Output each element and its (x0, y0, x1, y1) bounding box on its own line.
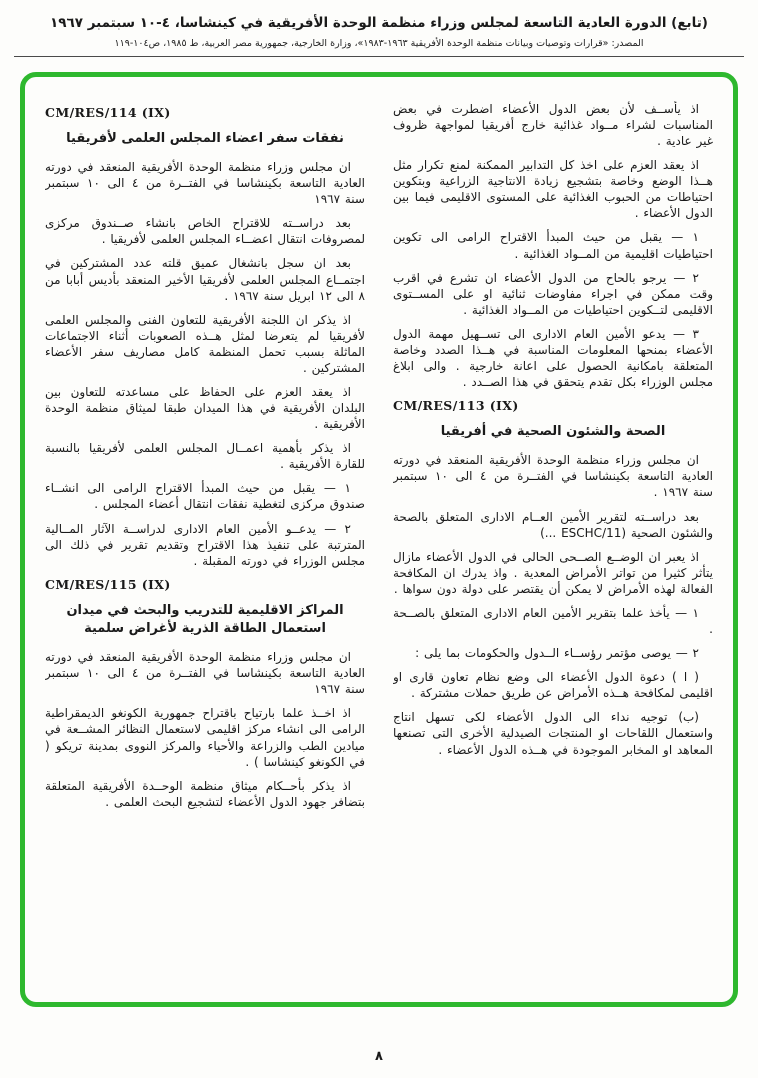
right-col-para-3: ١ — يقبل من حيث المبدأ الاقتراح الرامى الى تكوين احتياطيات اقليمية من المــواد الغذائية . (393, 230, 713, 261)
left-col-title-12: المراكز الاقليمية للتدريب والبحث في ميدان استعمال الطاقة الذرية لأغراض سلمية (66, 602, 344, 636)
right-col-para-13: ( ا ) دعوة الدول الأعضاء الى وضع نظام تعاون قارى او اقليمى لمكافحة هــذه الأمراض عن طريق حملات مشتركة . (393, 670, 713, 701)
left-col-para-6: اذ يذكر ان اللجنة الأفريقية للتعاون الفنى والمجلس العلمى لأفريقيا لم يتعرضا لمثل هــذه الصعوبات أثناء الاجتماعات الماثلة بسبب تحمل المنظمة كامل مصاريف سفر الأعضاء المشتركين . (45, 312, 365, 375)
left-col-para-10: ٢ — يدعــو الأمين العام الادارى لدراســة الآثار المــالية المترتبة على تنفيذ هذا الاقتراح وتقديم تقرير في ذلك الى مجلس الوزراء في دورته المقبلة . (45, 521, 365, 568)
left-col-code-11: CM/RES/115 (IX) (45, 576, 171, 592)
left-col-para-4: بعد دراســته للاقتراح الخاص بانشاء صــندوق مركزى لمصروفات انتقال اعضــاء المجلس العلمى لأفريقيا . (45, 216, 365, 247)
right-col-title-7: الصحة والشئون الصحية في أفريقيا (440, 424, 666, 440)
content-frame (20, 72, 738, 1007)
left-col-para-8: اذ يذكر بأهمية اعمــال المجلس العلمى لأفريقيا بالنسبة للقارة الأفريقية . (45, 441, 365, 472)
right-column (393, 101, 713, 988)
right-col-para-14: (ب) توجيه نداء الى الدول الأعضاء لكى تسهل انتاج واستعمال اللقاحات او المنتجات الصيدلية الأخرى التى تصنعها المعاهد او المخابر الموجودة في هــذه الدول الأعضاء . (393, 710, 713, 757)
left-col-para-7: اذ يعقد العزم على الحفاظ على مساعدته للتعاون بين البلدان الأفريقية في هذا الميدان طبقا لميثاق منظمة الوحدة الأفريقية . (45, 385, 365, 432)
left-col-para-15: اذ يذكر بأحــكام ميثاق منظمة الوحــدة الأفريقية المتعلقة بتضافر جهود الدول الأعضاء لتشجيع البحث العلمى . (45, 778, 365, 809)
right-col-para-4: ٢ — يرجو بالحاح من الدول الأعضاء ان تشرع في اقرب وقت ممكن في اجراء مفاوضات ثنائية او على المســتوى الاقليمى لتــكوين احتياطيات من المــواد الغذائية . (393, 270, 713, 317)
right-col-para-8: ان مجلس وزراء منظمة الوحدة الأفريقية المنعقد في دورته العادية التاسعة بكينشاسا في الفتــرة من ٤ الى ١٠ سبتمبر سنة ١٩٦٧ . (393, 453, 713, 500)
left-col-para-9: ١ — يقبل من حيث المبدأ الاقتراح الرامى الى انشــاء صندوق مركزى لتغطية نفقات انتقال أعضاء المجلس . (45, 481, 365, 512)
left-col-code-1: CM/RES/114 (IX) (45, 104, 171, 120)
page-number: ٨ (375, 1049, 383, 1064)
columns (45, 101, 713, 988)
right-col-para-9: بعد دراســته لتقرير الأمين العــام الادارى المتعلق بالصحة والشئون الصحية (ESCHC/11 ...) (393, 509, 713, 540)
right-col-para-12: ٢ — يوصى مؤتمر رؤســاء الــدول والحكومات بما يلى : (415, 646, 699, 661)
left-col-para-5: بعد ان سجل بانشغال عميق قلته عدد المشتركين في اجتمــاع المجلس العلمى لأفريقيا الأخير المنعقد بأديس أبابا من ٨ الى ١٢ ابريل سنة ١٩٦٧ . (45, 256, 365, 303)
right-col-para-5: ٣ — يدعو الأمين العام الادارى الى تســهيل مهمة الدول الأعضاء بمنحها المعلومات المناسبة في هــذا الصدد وخاصة المتعلقة بامكانية الحصول على اعانة خارجية . والى ابلاغ مجلس الوزراء بكل تقدم يتحقق في هذا الصــدد . (393, 326, 713, 390)
right-col-para-1: اذ يأســف لأن بعض الدول الأعضاء اضطرت في بعض المناسبات لشراء مــواد غذائية خارج أفريقيا لمواجهة ظروف غير عادية . (393, 101, 713, 149)
page-header (14, 0, 744, 57)
right-col-code-6: CM/RES/113 (IX) (393, 398, 519, 414)
left-col-para-3: ان مجلس وزراء منظمة الوحدة الأفريقية المنعقد في دورته العادية التاسعة بكينشاسا في الفتــرة من ٤ الى ١٠ سبتمبر سنة ١٩٦٧ (45, 160, 365, 207)
right-col-para-2: اذ يعقد العزم على اخذ كل التدابير الممكنة لمنع تكرار مثل هــذا الوضع وخاصة بتشجيع زيادة الانتاجية الزراعية وبتكوين احتياطات من الحبوب الغذائية على المستوى الاقليمى فيما بين الدول الأعضاء . (393, 158, 713, 221)
right-col-para-10: اذ يعبر ان الوضــع الصــحى الحالى في الدول الأعضاء مازال يتأثر كثيرا من تواتر الأمراض المعدية . واذ يدرك ان المكافحة الفعالة لهذه الأمراض لا يمكن أن يقتصر على دولة دون سواها . (393, 549, 713, 596)
left-col-title-2: نفقات سفر اعضاء المجلس العلمى لأفريقيا (66, 130, 344, 146)
source-line: المصدر: «قرارات وتوصيات وبيانات منظمة الوحدة الأفريقية ١٩٦٣-١٩٨٣»، وزارة الخارجية، جمهورية مصر العربية، ط ١٩٨٥، ص١٠٤-١١٩ (114, 37, 644, 49)
document-title: (تابع) الدورة العادية التاسعة لمجلس وزراء منظمة الوحدة الأفريقية في كينشاسا، ٤-١٠ سبتمبر ١٩٦٧ (50, 15, 708, 31)
left-col-para-13: ان مجلس وزراء منظمة الوحدة الأفريقية المنعقد في دورته العادية التاسعة بكينشاسا في الفتــرة من ٤ الى ١٠ سبتمبر سنة ١٩٦٧ (45, 650, 365, 697)
right-col-para-11: ١ — يأخذ علما بتقرير الأمين العام الادارى المتعلق بالصــحة . (393, 605, 713, 637)
left-column (45, 101, 365, 988)
left-col-para-14: اذ اخــذ علما بارتياح باقتراح جمهورية الكونغو الديمقراطية الرامى الى انشاء مركز اقليمى لاستعمال النظائر المشــعة في ميادين الطب والزراعة والأحياء والمركز النووى بمدينة تريكو ( في الكونغو كينشاسا ) . (45, 706, 365, 769)
